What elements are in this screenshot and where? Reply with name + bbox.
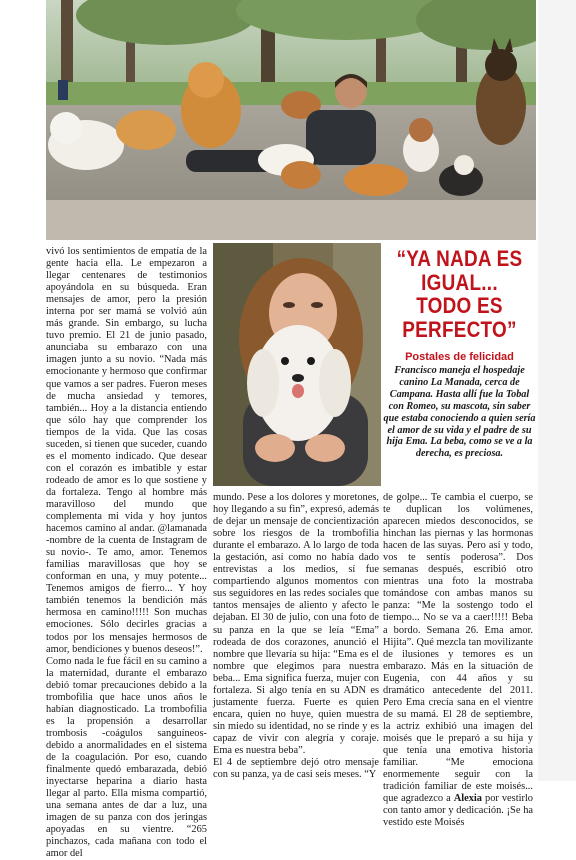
article-column-1 bbox=[46, 246, 207, 860]
article-paragraph bbox=[383, 492, 533, 829]
dogs-park-photo bbox=[46, 0, 536, 240]
highlighted-name: Alexia bbox=[453, 793, 482, 805]
page-edge-strip bbox=[538, 0, 576, 781]
article-column-3 bbox=[383, 492, 533, 829]
pull-quote-box bbox=[383, 243, 536, 460]
caption-title: Postales de felicidad bbox=[405, 351, 514, 363]
article-column-2 bbox=[213, 492, 379, 781]
photo-caption: Francisco maneja el hospedaje canino La Manada, cerca de Campana. Hasta allí fue la Tobal con Romeo, su mascota, sin saber que estaba conociendo a quien sería el amor de su vida y el padre de su hija Ema. La beba, como se ve a la derecha, es preciosa. bbox=[383, 365, 536, 460]
article-text: por vestirlo con tanto amor y dedicación. ¡Se ha vestido este Moisés bbox=[383, 793, 534, 829]
woman-with-dog-photo bbox=[213, 243, 381, 486]
article-paragraph: Como nada le fue fácil en su camino a la maternidad, durante el embarazo debió tomar precauciones debido a la trombofilia que hace unos años le habían diagnosticado. La trombofilia es la propensión a desarrollar trombosis -coágulos sanguíneos- debido a anormalidades en el sistema de la coagulación. Por eso, cuando finalmente quedó embarazada, debió inyectarse heparina a diario hasta llegar al parto. Ella misma compartió, una semana antes de dar a luz, una imagen de su panza con dos jeringas apoyadas en su vientre. “265 pinchazos, cada mañana con todo el amor del bbox=[46, 655, 207, 860]
article-paragraph: vivó los sentimientos de empatía de la gente hacia ella. Le empezaron a llegar centenares de testimonios apoyándola en su búsqueda. Eran mensajes de amor, pero la presión interna por ser mamá se volvió aún más grande. Sin embargo, su lucha tuvo premio. El 21 de junio pasado, anunciaba su embarazo con una imagen junto a su novio. “Nada más emocionante y hermoso que confirmar que vamos a ser padres. Fueron meses de mucha ansiedad y temores, también... Hoy a la distancia entiendo que sólo hay que comprender los tiempos de la vida. Que las cosas suceden, si tienen que suceder, cuando es el momento indicado. Que desear con el corazón es imbatible y estar rodeado de amor es lo que sostiene y da fortaleza. Tengo al hombre más maravilloso del mundo que complementa mi vida y hoy juntos hacemos camino al andar. @lamanada -nombre de la cuenta de Instagram de su novio-. Te amo, amor. Tenemos familias maravillosas que hoy se conforman en una, y muy potente... Tenemos amigos de fierro... Y hoy también tenemos la bendición más hermosa en camino!!!!! Son muchas emociones. Sólo decirles gracias a todos por los mensajes hermosos de amor, bendiciones y buenos deseos!”. bbox=[46, 246, 207, 655]
article-text: de golpe... Te cambia el cuerpo, se te duplican los volúmenes, aparecen miedos desconocidos, se hinchan las piernas y las hormonas hacen de las suyas. Pero así y todo, vos te sentís poderosa”. Dos semanas después, escribió otro mientras una foto la mostraba tomándose con ambas manos su panza: “Me la sostengo todo el tiempo... No se va a caer!!!!! Beba a bordo. Semana 26. Ema amor. Hijita”. Qué mezcla tan movilizante de ilusiones y temores es un embarazo. Más en la situación de Eugenia, con 44 años y su dramático antecedente del 2011. Pero Ema crecía sana en el vientre de su mamá. El 28 de septiembre, la actriz exhibió una imagen del moisés que le preparó a su hija y que tenía una emotiva historia familiar. “Me emociona enormemente seguir con la tradición familiar de este moisés... que agradezco a bbox=[383, 492, 533, 805]
pull-quote-headline: “YA NADA ES IGUAL... TODO ES PERFECTO” bbox=[396, 246, 523, 342]
article-paragraph: El 4 de septiembre dejó otro mensaje con su panza, ya de casi seis meses. “Y bbox=[213, 757, 379, 781]
article-paragraph: mundo. Pese a los dolores y moretones, hoy llegando a su fin”, expresó, además de dejar un mensaje de concientización sobre los riesgos de la trombofilia durante el embarazo. A lo largo de toda la gestación, así como no había dado entrevistas a los medios, sí fue compartiendo algunos momentos con sus seguidores en las redes sociales que tantos mensajes de aliento y afecto le dejaban. El 30 de julio, con una foto de su panza en la que se leía “Ema” rodeada de dos corazones, anunció el nombre que llevaría su hija: “Ema es el nombre que elegimos para nuestra beba... Ema significa fuerza, mujer con fortaleza. Si algo tenía en su ADN es justamente fuerza. Fuerte es quien encara, quien no huye, quien muestra sin miedo su identidad, no se rinde y es capaz de vivir con alegría y coraje. Ema es nuestra beba”. bbox=[213, 492, 379, 756]
